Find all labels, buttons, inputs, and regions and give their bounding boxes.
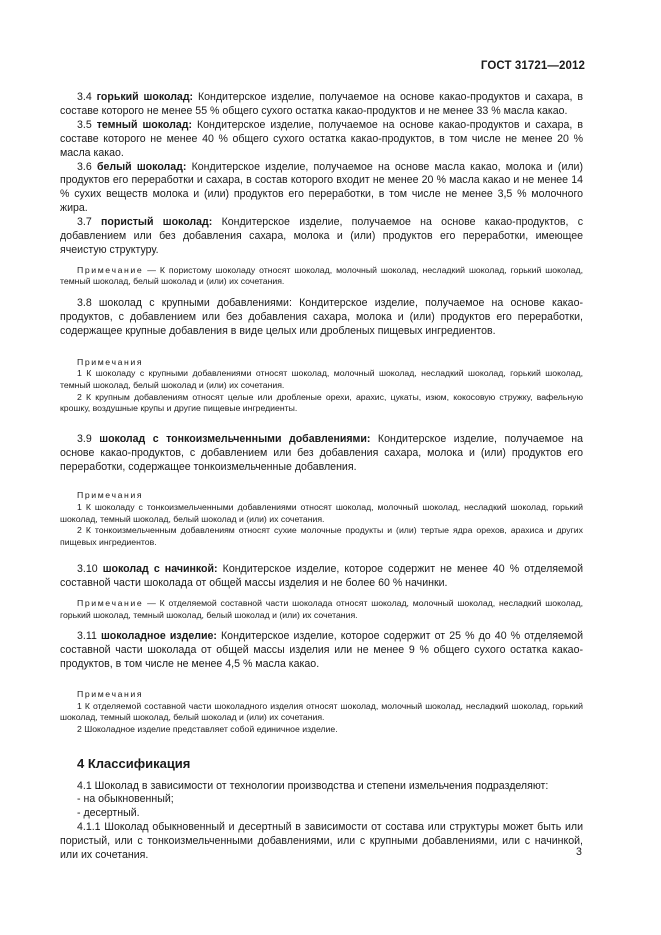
note-3-9-1: 1 К шоколаду с тонкоизмельченными добавлениями относят шоколад, молочный шоколад, несладкий шоколад, горький шоколад, темный шоколад, белый шоколад и (или) их сочетания. — [60, 502, 583, 524]
note-text: — К отделяемой составной части шоколада относят шоколад, молочный шоколад, несладкий шоколад, горький шоколад, темный шоколад, белый шоколад и (или) их сочетания. — [60, 598, 583, 620]
page-number: 3 — [576, 846, 582, 858]
term: шоколад с тонкоизмельченными добавлениями: — [99, 432, 371, 445]
note-3-10 — [60, 598, 583, 621]
clause-number: 3.5 — [77, 118, 92, 131]
note-text: — К пористому шоколаду относят шоколад, молочный шоколад, несладкий шоколад, горький шоколад, темный шоколад, белый шоколад и (или) их сочетания. — [60, 264, 583, 287]
clause-number: 3.9 — [77, 432, 92, 445]
note-3-7 — [60, 265, 583, 288]
clause-number: 3.4 — [77, 91, 92, 103]
clause-4-1-1: 4.1.1 Шоколад обыкновенный и десертный в зависимости от состава или структуры может быть или пористый, или с тонкоизмельченными добавлениями, или с крупными добавлениями, или с начинкой, или их сочетания. — [60, 821, 583, 862]
clause-3-9 — [60, 433, 583, 475]
term: темный шоколад: — [96, 118, 192, 131]
term: белый шоколад: — [96, 160, 187, 173]
note-label: Примечание — [77, 598, 144, 609]
clause-3-5 — [60, 119, 583, 161]
definition: Кондитерское изделие, которое содержит от 25 % до 40 % отделяемой составной части шоколада от общей массы изделия или не менее 9 % общего сухого остатка какао-продуктов, в том числе не менее 4,5 % масла какао. — [60, 630, 583, 671]
clause-3-7 — [60, 216, 583, 258]
list-item-dessert: - десертный. — [77, 807, 140, 820]
note-3-8-1: 1 К шоколаду с крупными добавлениями относят шоколад, молочный шоколад, несладкий шоколад, горький шоколад, темный шоколад, белый шоколад и (или) их сочетания. — [60, 368, 583, 390]
list-item-ordinary: - на обыкновенный; — [77, 793, 174, 806]
clause-4-1: 4.1 Шоколад в зависимости от технологии производства и степени измельчения подразделяют: — [77, 779, 549, 792]
section-4-heading: 4 Классификация — [77, 755, 191, 771]
standard-code-header: ГОСТ 31721—2012 — [480, 60, 585, 72]
definition: Кондитерское изделие, получаемое на основе масла какао, молока и (или) продуктов его переработки и сахара, в состав которого входит не менее 20 % масла какао и не менее 14 % сухих веществ молока и (или) продуктов его переработки, в том числе не менее 3,5 % молочного жира. — [60, 160, 583, 215]
page-content — [60, 91, 583, 863]
clause-3-10 — [60, 563, 583, 591]
note-3-11-1: 1 К отделяемой составной части шоколадного изделия относят шоколад, молочный шоколад, несладкий шоколад, горький шоколад, темный шоколад, белый шоколад и (или) их сочетания. — [60, 700, 583, 723]
term: горький шоколад: — [96, 91, 194, 103]
definition: Кондитерское изделие, которое содержит не менее 40 % отделяемой составной части шоколада от общей массы изделия и не более 60 % начинки. — [60, 563, 583, 590]
notes-3-8-label: Примечания — [77, 356, 144, 367]
notes-3-11-label: Примечания — [77, 689, 144, 700]
clause-number: 3.10 — [77, 563, 98, 576]
clause-3-8: 3.8 шоколад с крупными добавлениями: Кондитерское изделие, получаемое на основе какао-продуктов, с добавлением или без добавления сахара, молока и (или) продуктов его переработки, содержащее крупные добавления в виде целых или дробленых пищевых ингредиентов. — [60, 297, 583, 337]
definition: Кондитерское изделие, получаемое на основе какао-продуктов, с добавлением или без добавления сахара, молока и (или) продуктов его переработки, имеющее ячеистую структуру. — [60, 216, 583, 256]
definition: Кондитерское изделие, получаемое на основе какао-продуктов, с добавлением или без добавления сахара, молока и (или) продуктов его переработки, содержащее тонкоизмельченные добавления. — [60, 432, 583, 473]
clause-3-11 — [60, 630, 583, 672]
clause-number: 3.7 — [77, 216, 92, 229]
clause-3-6 — [60, 161, 583, 217]
note-3-11-2: 2 Шоколадное изделие представляет собой единичное изделие. — [77, 723, 338, 734]
notes-3-9-label: Примечания — [77, 490, 144, 501]
term: шоколадное изделие: — [100, 630, 217, 643]
note-3-8-2: 2 К крупным добавлениям относят целые или дробленые орехи, арахис, цукаты, изюм, кокосовую стружку, вафельную крошку, воздушные крупы и другие пищевые ингредиенты. — [60, 391, 583, 414]
note-label: Примечание — [77, 264, 144, 275]
definition: Кондитерское изделие, получаемое на основе какао-продуктов и сахара, в составе которого не менее 40 % общего сухого остатка какао-продуктов, в том числе не менее 20 % масла какао. — [60, 118, 583, 159]
definition: Кондитерское изделие, получаемое на основе какао-продуктов и сахара, в составе которого не менее 55 % общего сухого остатка какао-продуктов и не менее 33 % масла какао. — [60, 91, 583, 117]
clause-number: 3.11 — [77, 630, 97, 643]
term: пористый шоколад: — [101, 216, 213, 229]
term: шоколад с начинкой: — [102, 563, 218, 576]
clause-number: 3.6 — [77, 160, 92, 173]
clause-3-4 — [60, 91, 583, 119]
note-3-9-2: 2 К тонкоизмельченным добавлениям относят сухие молочные продукты и (или) тертые ядра орехов, арахиса и других пищевых ингредиентов. — [60, 525, 583, 547]
